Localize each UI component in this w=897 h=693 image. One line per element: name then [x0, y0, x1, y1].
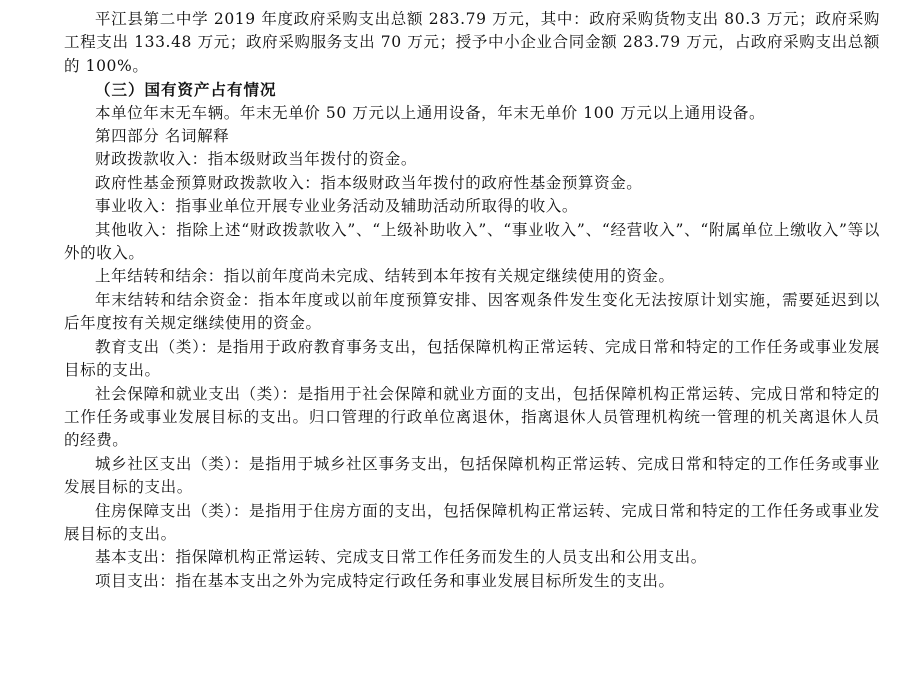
definition-other-income: 其他收入：指除上述“财政拨款收入”、“上级补助收入”、“事业收入”、“经营收入”、“附属单位上缴收入”等以外的收入。 — [64, 220, 880, 263]
definition-fiscal-appropriation: 财政拨款收入：指本级财政当年拨付的资金。 — [95, 150, 418, 169]
definition-previous-balance: 上年结转和结余：指以前年度尚未完成、结转到本年按有关规定继续使用的资金。 — [95, 267, 675, 286]
procurement-paragraph: 平江县第二中学 2019 年度政府采购支出总额 283.79 万元，其中：政府采购货物支出 80.3 万元；政府采购工程支出 133.48 万元；政府采购服务支出 70 万元；授予中小企业合同金额 283.79 万元，占政府采购支出总额的 100%。 — [64, 10, 880, 75]
definition-project-expenditure: 项目支出：指在基本支出之外为完成特定行政任务和事业发展目标所发生的支出。 — [95, 571, 675, 590]
document-body — [64, 8, 880, 593]
section-heading-assets: （三）国有资产占有情况 — [95, 80, 277, 100]
definition-social-security-expenditure: 社会保障和就业支出（类）：是指用于社会保障和就业方面的支出，包括保障机构正常运转、完成日常和特定的工作任务或事业发展目标的支出。归口管理的行政单位离退休，指离退休人员管理机构统一管理的机关离退休人员的经费。 — [64, 384, 880, 450]
definition-housing-expenditure: 住房保障支出（类）：是指用于住房方面的支出，包括保障机构正常运转、完成日常和特定的工作任务或事业发展目标的支出。 — [64, 501, 880, 543]
definition-year-end-balance: 年末结转和结余资金：指本年度或以前年度预算安排、因客观条件发生变化无法按原计划实施，需要延迟到以后年度按有关规定继续使用的资金。 — [64, 290, 880, 333]
definition-basic-expenditure: 基本支出：指保障机构正常运转、完成支日常工作任务而发生的人员支出和公用支出。 — [95, 548, 707, 567]
definition-community-expenditure: 城乡社区支出（类）：是指用于城乡社区事务支出，包括保障机构正常运转、完成日常和特定的工作任务或事业发展目标的支出。 — [64, 454, 880, 497]
definition-education-expenditure: 教育支出（类）：是指用于政府教育事务支出，包括保障机构正常运转、完成日常和特定的工作任务或事业发展目标的支出。 — [64, 337, 880, 380]
assets-paragraph: 本单位年末无车辆。年末无单价 50 万元以上通用设备，年末无单价 100 万元以上通用设备。 — [95, 103, 766, 122]
definition-business-income: 事业收入：指事业单位开展专业业务活动及辅助活动所取得的收入。 — [95, 197, 579, 216]
definition-government-fund: 政府性基金预算财政拨款收入：指本级财政当年拨付的政府性基金预算资金。 — [95, 173, 643, 192]
part4-title: 第四部分 名词解释 — [95, 127, 230, 146]
